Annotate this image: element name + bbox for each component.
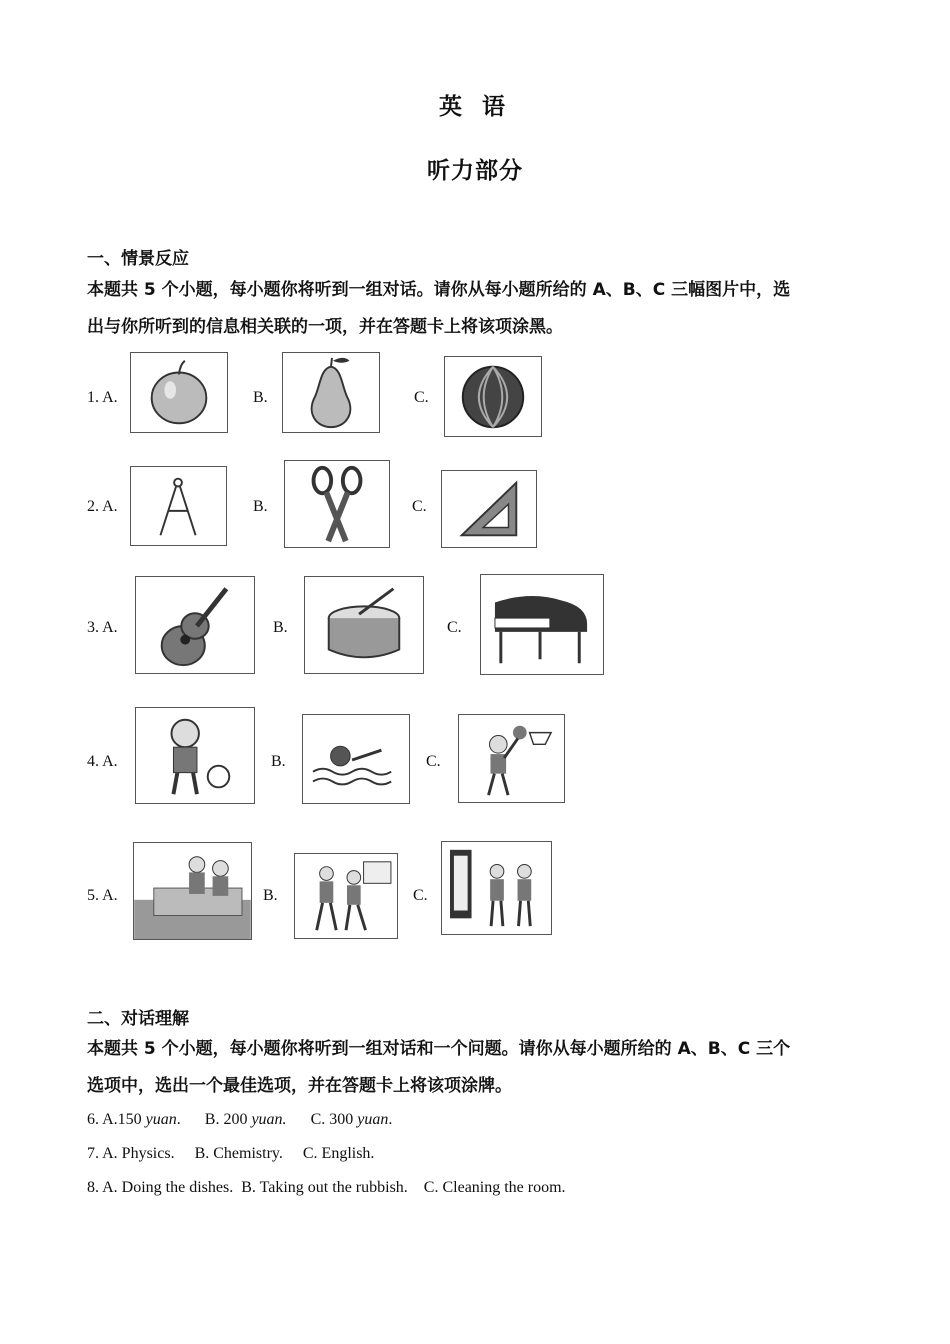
section1-instruction-line2: 出与你所听到的信息相关联的一项，并在答题卡上将该项涂黑。 [87, 317, 563, 337]
question-6 [87, 1111, 392, 1129]
watermelon-icon[interactable] [444, 356, 542, 437]
q2-b-label: B. [253, 498, 268, 515]
q3-c-label: C. [447, 619, 462, 636]
section2-instruction-line1: 本题共 5 个小题，每小题你将听到一组对话和一个问题。请你从每小题所给的 A、B、C 三个 [87, 1039, 791, 1059]
boy-football-icon[interactable] [135, 707, 255, 804]
q1-b-label: B. [253, 389, 268, 406]
apple-icon[interactable] [130, 352, 228, 433]
compass-icon[interactable] [130, 466, 227, 546]
swimming-icon[interactable] [302, 714, 410, 804]
q4-c-label: C. [426, 753, 441, 770]
q1-c-label: C. [414, 389, 429, 406]
page-title: 英 语 [438, 94, 511, 120]
pear-icon[interactable] [282, 352, 380, 433]
section2-heading: 二、对话理解 [87, 1009, 189, 1029]
q4-label: 4. A. [87, 753, 118, 770]
q2-label: 2. A. [87, 498, 118, 515]
boys-walking-icon[interactable] [294, 853, 398, 939]
q6-c-prefix: C. 300 [310, 1111, 358, 1128]
girl-basketball-icon[interactable] [458, 714, 565, 803]
question-8: 8. A. Doing the dishes. B. Taking out the rubbish. C. Cleaning the room. [87, 1179, 566, 1196]
drum-icon[interactable] [304, 576, 424, 674]
q6-b-prefix: B. 200 [204, 1111, 252, 1128]
q5-b-label: B. [263, 887, 278, 904]
q6-b-unit: yuan. [251, 1111, 287, 1128]
q5-c-label: C. [413, 887, 428, 904]
scissors-icon[interactable] [284, 460, 390, 548]
q3-b-label: B. [273, 619, 288, 636]
people-sofa-icon[interactable] [133, 842, 252, 940]
section2-instruction [87, 1031, 867, 1105]
question-7: 7. A. Physics. B. Chemistry. C. English. [87, 1145, 375, 1162]
q6-a-unit: yuan [145, 1111, 177, 1128]
q4-b-label: B. [271, 753, 286, 770]
q6-c-unit: yuan [357, 1111, 389, 1128]
section1-instruction [87, 272, 867, 346]
section2-instruction-line2: 选项中，选出一个最佳选项，并在答题卡上将该项涂牌。 [87, 1076, 512, 1096]
q1-label: 1. A. [87, 389, 118, 406]
q6-c-end: . [388, 1111, 393, 1128]
q6-a-end: . [176, 1111, 181, 1128]
set-square-icon[interactable] [441, 470, 537, 548]
section1-instruction-line1: 本题共 5 个小题，每小题你将听到一组对话。请你从每小题所给的 A、B、C 三幅图片中，选 [87, 280, 791, 300]
page-subtitle: 听力部分 [427, 158, 523, 184]
q2-c-label: C. [412, 498, 427, 515]
boys-gallery-icon[interactable] [441, 841, 552, 935]
section1-heading: 一、情景反应 [87, 249, 189, 269]
guitar-icon[interactable] [135, 576, 255, 674]
q3-label: 3. A. [87, 619, 118, 636]
q6-a-prefix: 6. A.150 [87, 1111, 146, 1128]
piano-icon[interactable] [480, 574, 604, 675]
q5-label: 5. A. [87, 887, 118, 904]
